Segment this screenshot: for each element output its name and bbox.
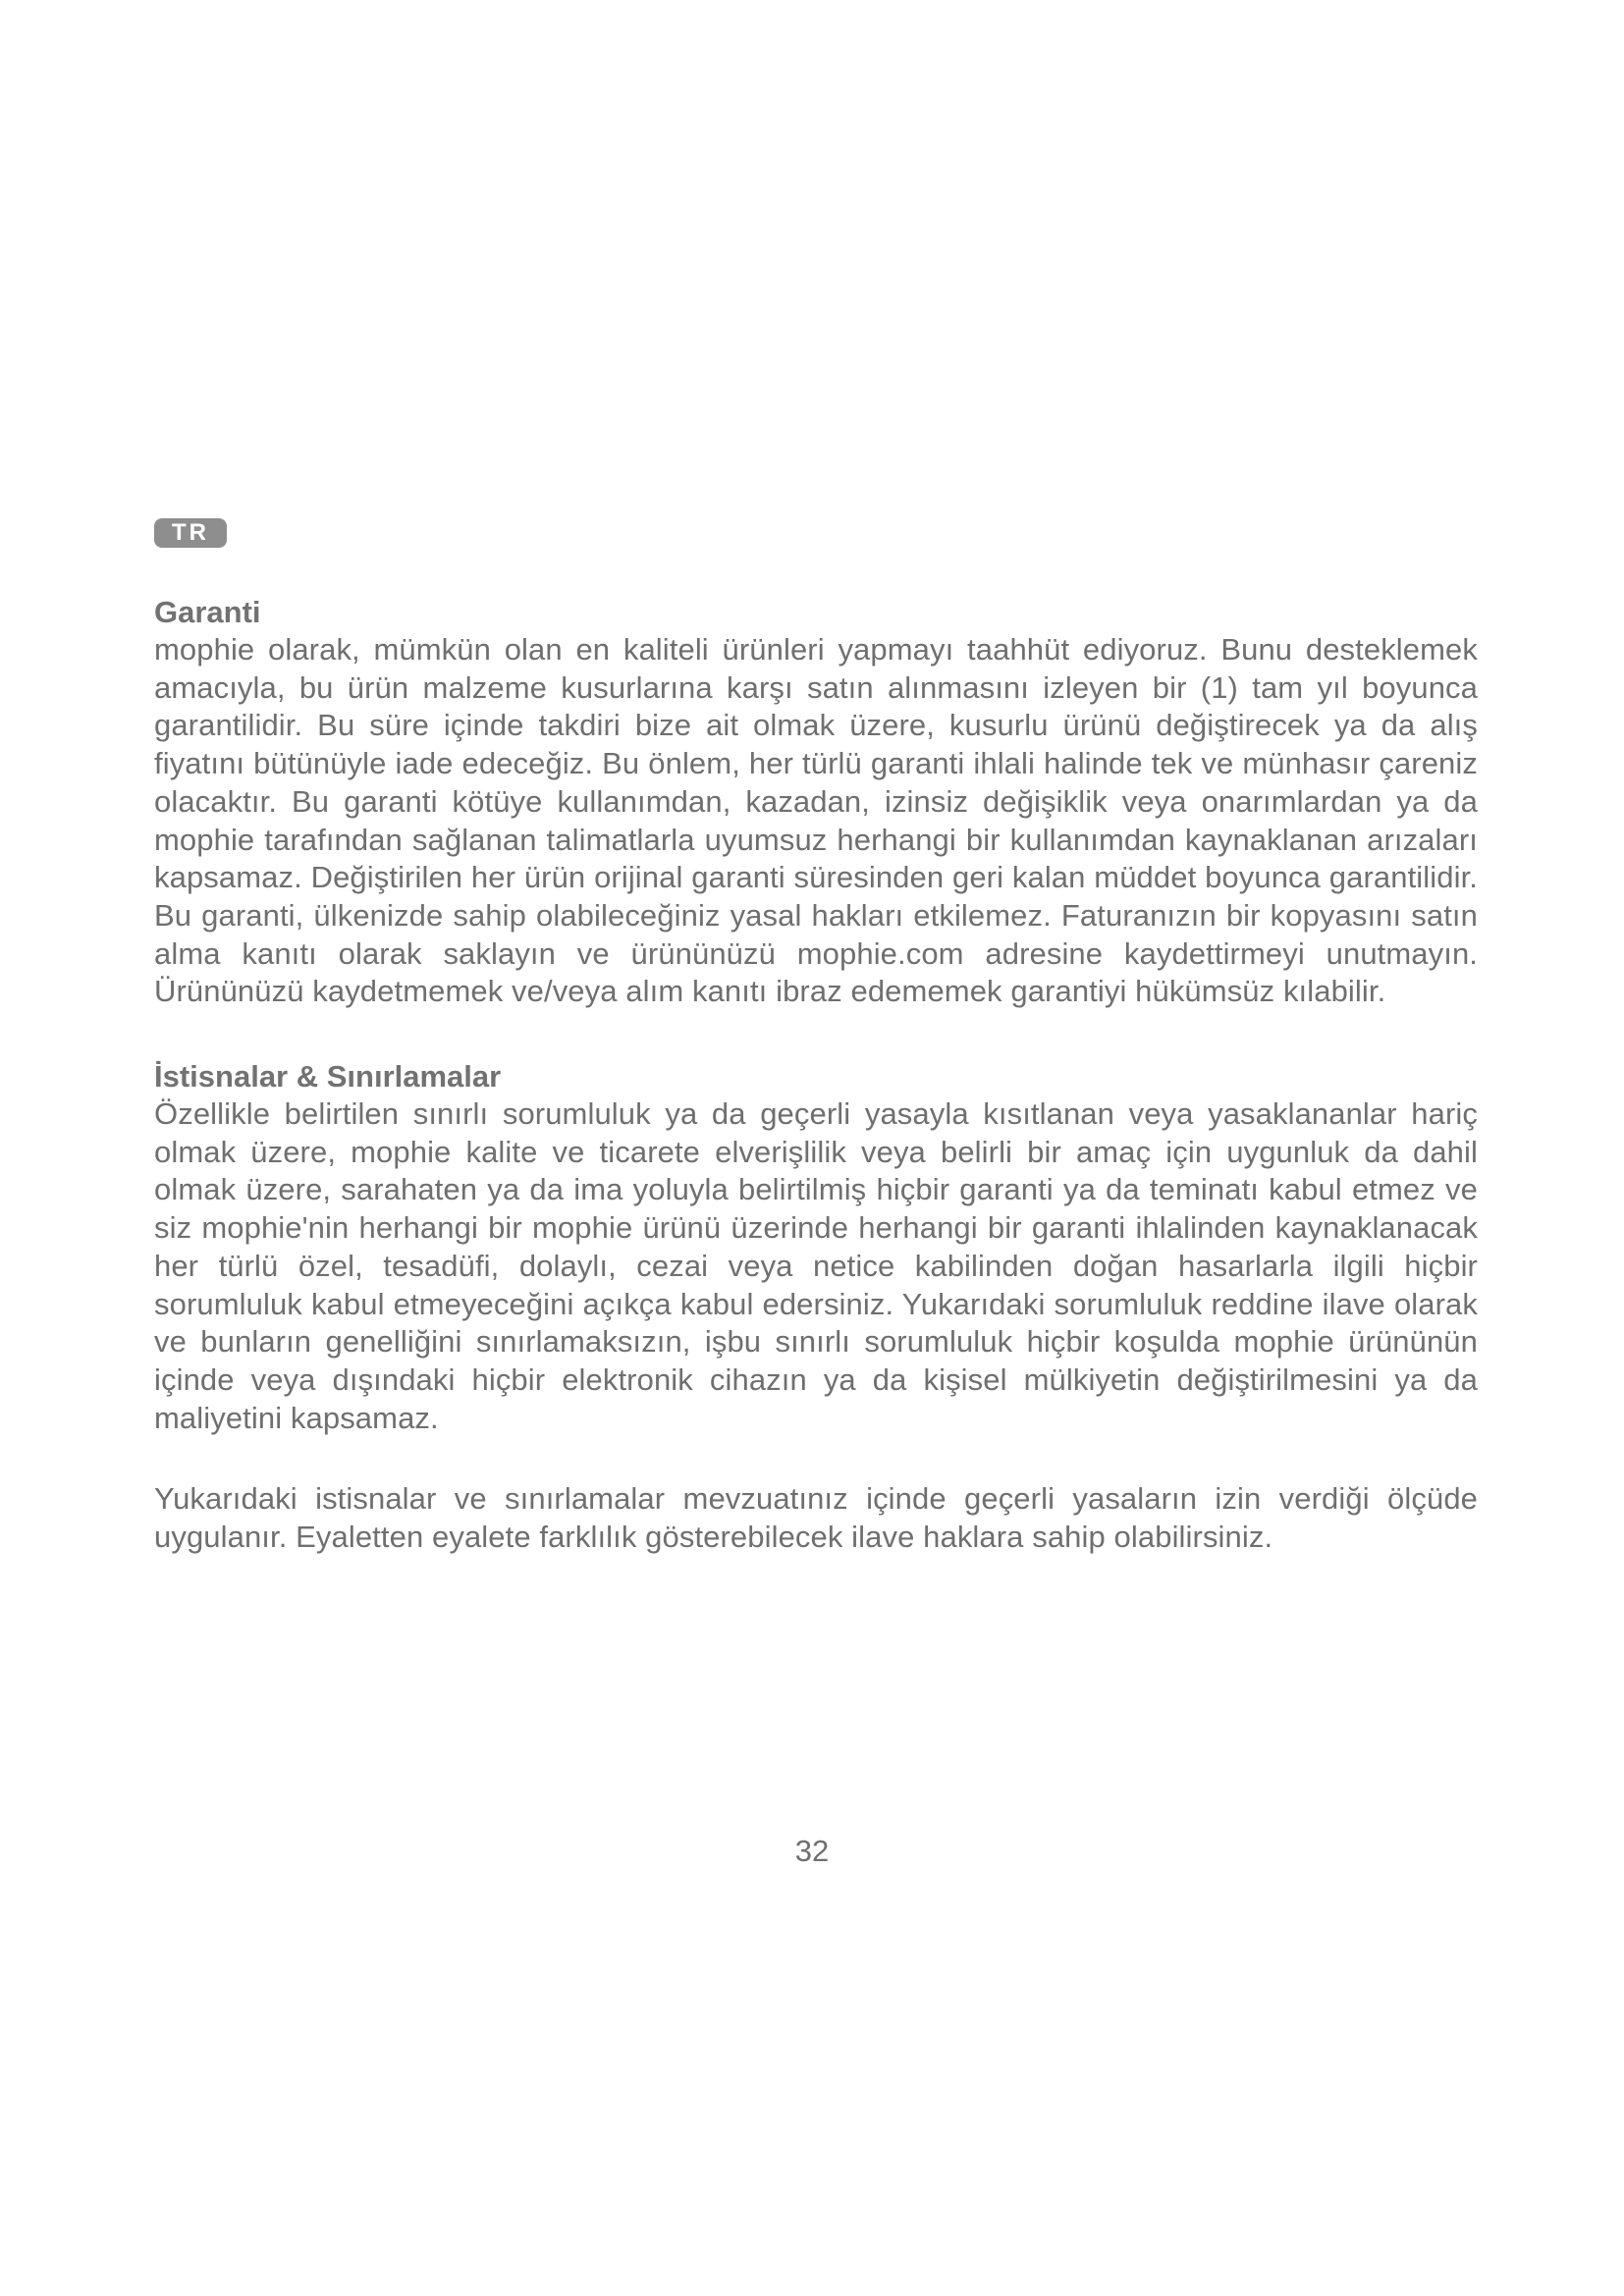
warranty-heading: Garanti <box>154 595 261 629</box>
exclusions-paragraph: Özellikle belirtilen sınırlı sorumluluk ya da geçerli yasayla kısıtlanan veya yasaklananlar hariç olmak üzere, mophie kalite ve ticarete elverişlilik veya belirli bir amaç için uygunluk da dahil olmak üzere, sarahaten ya da ima yoluyla belirtilmiş hiçbir garanti ya da teminatı kabul etmez ve siz mophie'nin herhangi bir mophie ürünü üzerinde herhangi bir garanti ihlalinden kaynaklanacak her türlü özel, tesadüfi, dolaylı, cezai veya netice kabilinden doğan hasarlarla ilgili hiçbir sorumluluk kabul etmeyeceğini açıkça kabul edersiniz. Yukarıdaki sorumluluk reddine ilave olarak ve bunların genelliğini sınırlamaksızın, işbu sınırlı sorumluluk hiçbir koşulda mophie ürününün içinde veya dışındaki hiçbir elektronik cihazın ya da kişisel mülkiyetin değiştirilmesini ya da maliyetini kapsamaz. <box>154 1096 1478 1435</box>
page-number: 32 <box>794 1834 830 1868</box>
section-spacer <box>154 1437 1478 1480</box>
exclusions-heading: İstisnalar & Sınırlamalar <box>154 1059 502 1095</box>
closing-paragraph: Yukarıdaki istisnalar ve sınırlamalar mevzuatınız içinde geçerli yasaların izin verdiği ölçüde uygulanır. Eyaletten eyalete farklılık gösterebilecek ilave haklara sahip olabilirsiniz. <box>154 1481 1478 1555</box>
warranty-section <box>154 594 1478 1011</box>
document-body <box>154 594 1478 1557</box>
closing-section <box>154 1480 1478 1556</box>
language-badge: TR <box>154 518 227 548</box>
warranty-paragraph: mophie olarak, mümkün olan en kaliteli ürünleri yapmayı taahhüt ediyoruz. Bunu desteklemek amacıyla, bu ürün malzeme kusurlarına karşı satın alınmasını izleyen bir (1) tam yıl boyunca garantilidir. Bu süre içinde takdiri bize ait olmak üzere, kusurlu ürünü değiştirecek ya da alış fiyatını bütünüyle iade edeceğiz. Bu önlem, her türlü garanti ihlali halinde tek ve münhasır çareniz olacaktır. Bu garanti kötüye kullanımdan, kazadan, izinsiz değişiklik veya onarımlardan ya da mophie tarafından sağlanan talimatlarla uyumsuz herhangi bir kullanımdan kaynaklanan arızaları kapsamaz. Değiştirilen her ürün orijinal garanti süresinden geri kalan müddet boyunca garantilidir. Bu garanti, ülkenizde sahip olabileceğiniz yasal hakları etkilemez. Faturanızın bir kopyasını satın alma kanıtı olarak saklayın ve ürününüzü mophie.com adresine kaydettirmeyi unutmayın. Ürününüzü kaydetmemek ve/veya alım kanıtı ibraz edememek garantiyi hükümsüz kılabilir. <box>154 632 1478 1009</box>
exclusions-section <box>154 1058 1478 1437</box>
section-spacer <box>154 1011 1478 1058</box>
